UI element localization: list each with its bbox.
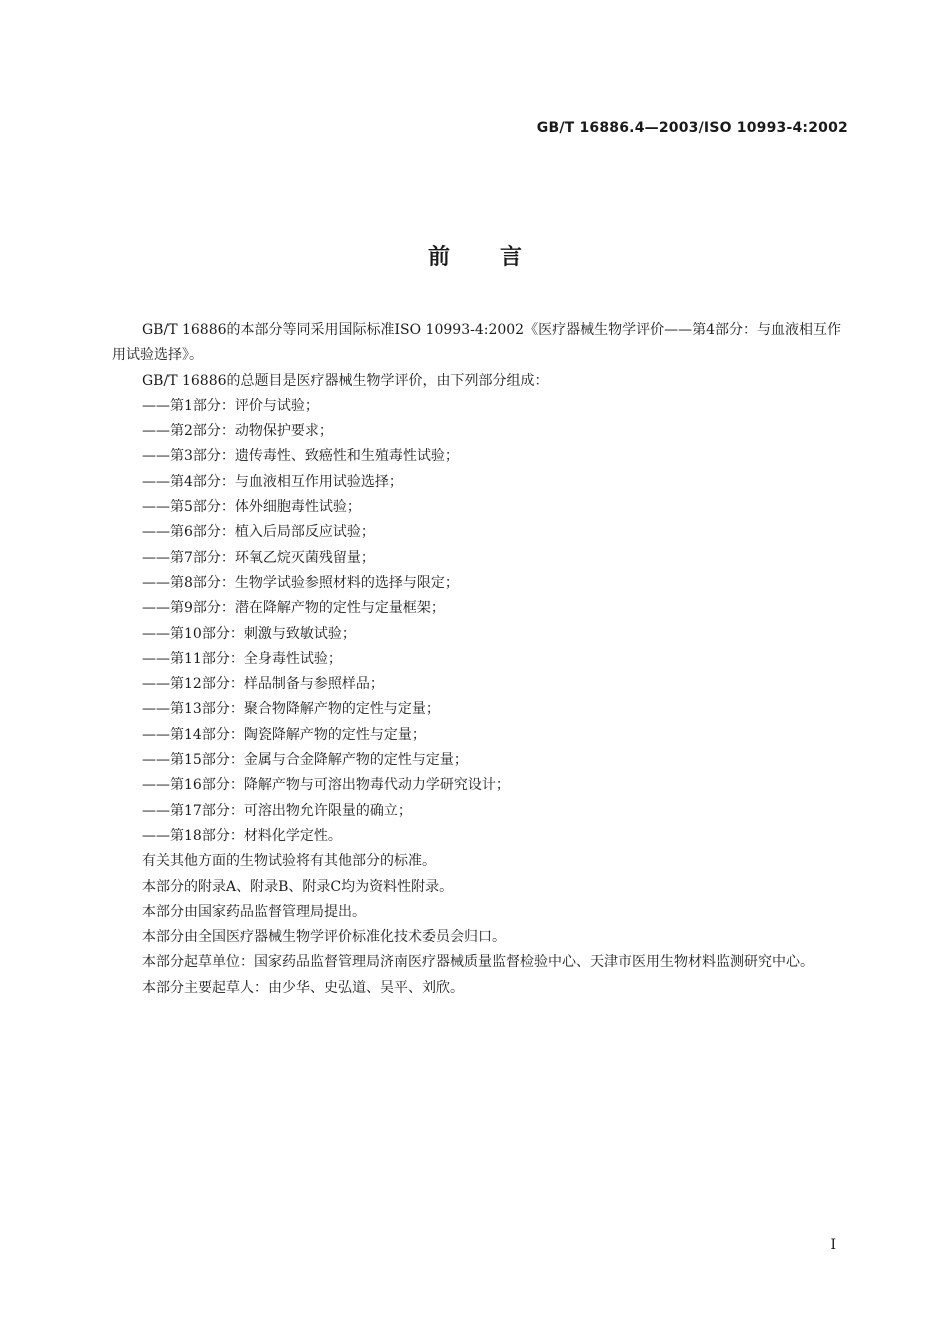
part-item-10: ——第10部分：刺激与致敏试验； [142, 625, 356, 642]
part-item-7: ——第7部分：环氧乙烷灭菌残留量； [142, 549, 375, 566]
part-item-18: ——第18部分：材料化学定性。 [142, 827, 342, 844]
intro-paragraph-2: GB/T 16886的总题目是医疗器械生物学评价，由下列部分组成： [142, 372, 549, 389]
parts-list [112, 394, 848, 849]
intro-paragraph-1: GB/T 16886的本部分等同采用国际标准ISO 10993-4:2002《医疗器械生物学评价——第4部分：与血液相互作用试验选择》。 [112, 322, 841, 364]
drafters-paragraph: 本部分主要起草人：由少华、史弘道、吴平、刘欣。 [142, 979, 464, 996]
part-item-6: ——第6部分：植入后局部反应试验； [142, 524, 375, 541]
part-item-2: ——第2部分：动物保护要求； [142, 423, 333, 440]
drafting-units-paragraph: 本部分起草单位：国家药品监督管理局济南医疗器械质量监督检验中心、天津市医用生物材料监测研究中心。 [142, 954, 814, 971]
part-item-13: ——第13部分：聚合物降解产物的定性与定量； [142, 701, 440, 718]
part-item-9: ——第9部分：潜在降解产物的定性与定量框架； [142, 600, 445, 617]
part-item-8: ——第8部分：生物学试验参照材料的选择与限定； [142, 574, 459, 591]
part-item-17: ——第17部分：可溶出物允许限量的确立； [142, 802, 412, 819]
standard-code-header: GB/T 16886.4—2003/ISO 10993-4:2002 [536, 120, 848, 136]
part-item-5: ——第5部分：体外细胞毒性试验； [142, 499, 361, 516]
closing-paragraph-4: 本部分由全国医疗器械生物学评价标准化技术委员会归口。 [142, 929, 506, 946]
part-item-14: ——第14部分：陶瓷降解产物的定性与定量； [142, 726, 426, 743]
closing-paragraph-1: 有关其他方面的生物试验将有其他部分的标准。 [142, 853, 436, 870]
part-item-4: ——第4部分：与血液相互作用试验选择； [142, 473, 403, 490]
part-item-16: ——第16部分：降解产物与可溶出物毒代动力学研究设计； [142, 777, 510, 794]
part-item-3: ——第3部分：遗传毒性、致癌性和生殖毒性试验； [142, 448, 459, 465]
part-item-12: ——第12部分：样品制备与参照样品； [142, 676, 384, 693]
part-item-15: ——第15部分：金属与合金降解产物的定性与定量； [142, 752, 468, 769]
closing-paragraph-2: 本部分的附录A、附录B、附录C均为资料性附录。 [142, 878, 454, 895]
part-item-11: ——第11部分：全身毒性试验； [142, 650, 342, 667]
foreword-body [112, 318, 848, 1001]
part-item-1: ——第1部分：评价与试验； [142, 397, 319, 414]
page-number: I [830, 1237, 836, 1253]
closing-paragraph-3: 本部分由国家药品监督管理局提出。 [142, 903, 366, 920]
page-title: 前言 [427, 245, 572, 270]
